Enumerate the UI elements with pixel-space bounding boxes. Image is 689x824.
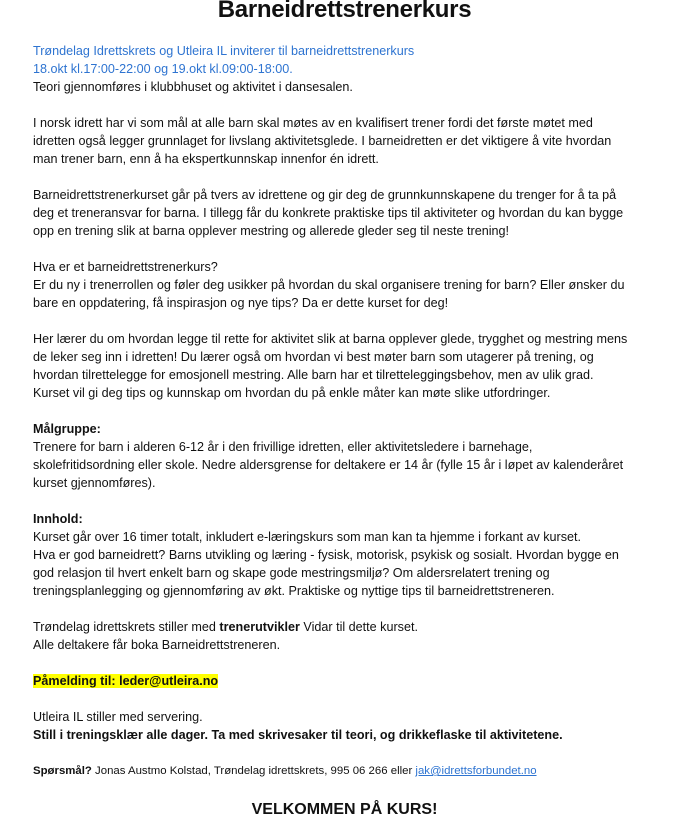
bring-text: Still i treningsklær alle dager. Ta med skrivesaker til teori, og drikkeflaske til aktivitetene. (33, 728, 563, 742)
serving-text: Utleira IL stiller med servering. (33, 710, 203, 724)
text-line: Er du ny i trenerrollen og føler deg usikker på hvordan du skal organisere trening for barn? Eller ønsker du (33, 278, 625, 292)
contact-email-link[interactable]: jak@idrettsforbundet.no (415, 765, 537, 777)
location-text: Teori gjennomføres i klubbhuset og aktivitet i dansesalen. (33, 80, 353, 94)
signup-highlight: Påmelding til: leder@utleira.no (33, 674, 219, 688)
book-text: Alle deltakere får boka Barneidrettstreneren. (33, 638, 281, 652)
document-body (33, 42, 683, 780)
paragraph-what-is (33, 258, 683, 312)
content-section (33, 510, 683, 600)
text-line: Her lærer du om hvordan legge til rette for aktivitet slik at barna opplever glede, trygghet og mestring mens (33, 332, 628, 346)
paragraph-learn (33, 330, 683, 402)
invite-text: Trøndelag Idrettskrets og Utleira IL inviterer til barneidrettstrenerkurs (33, 44, 415, 58)
contact-text: Jonas Austmo Kolstad, Trøndelag idrettskrets, 995 06 266 eller (91, 765, 416, 777)
text-line: deg et treneransvar for barna. I tillegg får du konkrete praktiske tips til aktiviteter og hvordan du kan bygge (33, 206, 624, 220)
text-line: kurset gjennomføres). (33, 476, 156, 490)
instructor-role: trenerutvikler (219, 620, 300, 634)
text-line: bare en oppdatering, få inspirasjon og nye tips? Da er dette kurset for deg! (33, 296, 449, 310)
page-title: Barneidrettstrenerkurs (217, 0, 472, 23)
target-group-section (33, 420, 683, 492)
text-line: opp en trening slik at barna opplever mestring og allerede gleder seg til neste trening! (33, 224, 510, 238)
text-line: Trenere for barn i alderen 6-12 år i den frivillige idretten, eller aktivitetsledere i barnehage, (33, 440, 533, 454)
paragraph-course (33, 186, 683, 240)
text-line: skolefritidsordning eller skole. Nedre aldersgrense for deltakere er 14 år (fylle 15 år i løpet av kalenderåret (33, 458, 624, 472)
text-line: Hva er et barneidrettstrenerkurs? (33, 260, 218, 274)
text-line: de leker seg inn i idretten! Du lærer også om hvordan vi best møter barn som utagerer på trening, og (33, 350, 594, 364)
text-line: I norsk idrett har vi som mål at alle barn skal møtes av en kvalifisert trener fordi det første møtet med (33, 116, 593, 130)
text: Vidar til dette kurset. (299, 620, 418, 634)
text-line: idretten også legger grunnlaget for livslang aktivitetsglede. I barneidretten er det viktigere å vite hvordan (33, 134, 612, 148)
text-line: Barneidrettstrenerkurset går på tvers av idrettene og gir deg de grunnkunnskapene du trenger for å ta på (33, 188, 617, 202)
paragraph-goal (33, 114, 683, 168)
text-line: Kurset går over 16 timer totalt, inkludert e-læringskurs som man kan ta hjemme i forkant av kurset. (33, 530, 582, 544)
questions-label: Spørsmål? (33, 765, 92, 777)
welcome-text: VELKOMMEN PÅ KURS! (251, 801, 438, 818)
text-line: god relasjon til hvert enkelt barn og skape gode mestringsmiljø? Om aldersrelatert trening og (33, 566, 550, 580)
text-line: Kurset vil gi deg tips og kunnskap om hvordan du på enkle måter kan møte slike utfordringer. (33, 386, 551, 400)
instructor-text (33, 618, 683, 636)
text-line: man trener barn, enn å ha ekspertkunnskap innenfor én idrett. (33, 152, 379, 166)
text-line: hvordan tilrettelegge for emosjonell mestring. Alle barn har et tilretteleggingsbehov, men av ulik grad. (33, 368, 594, 382)
text: Trøndelag idrettskrets stiller med (33, 620, 220, 634)
content-heading: Innhold: (33, 512, 83, 526)
text-line: treningsplanlegging og gjennomføring av økt. Praktiske og nyttige tips til barneidrettstreneren. (33, 584, 555, 598)
dates-text: 18.okt kl.17:00-22:00 og 19.okt kl.09:00-18:00. (33, 62, 293, 76)
text-line: Hva er god barneidrett? Barns utvikling og læring - fysisk, motorisk, psykisk og sosialt. Hvordan bygge en (33, 548, 619, 562)
target-group-heading: Målgruppe: (33, 422, 101, 436)
questions-line (33, 762, 683, 780)
